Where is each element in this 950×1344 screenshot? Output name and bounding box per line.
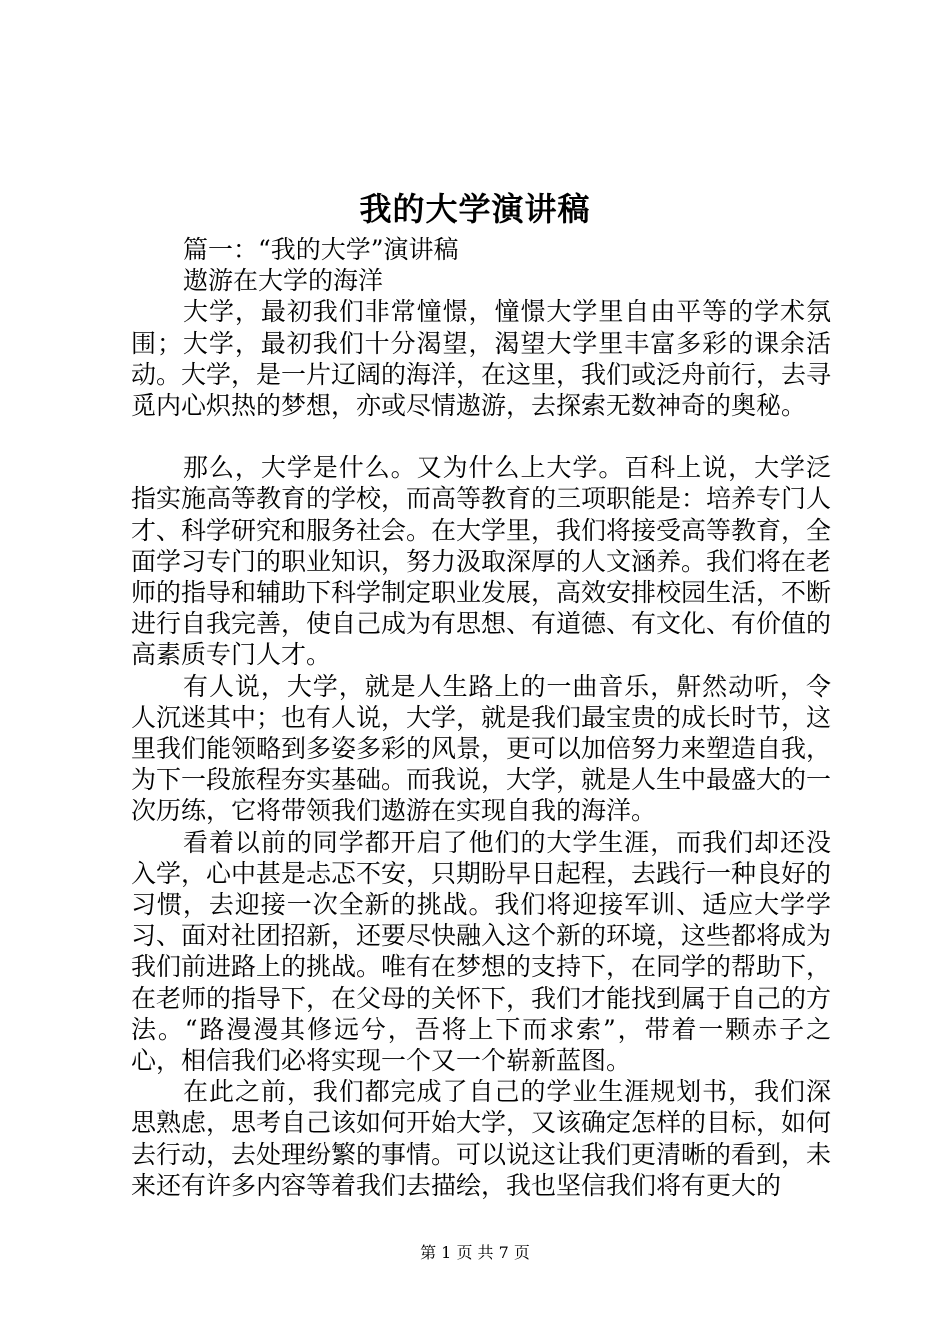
document-body	[131, 234, 831, 1201]
document-subtitle: 遨游在大学的海洋	[183, 266, 384, 296]
page-number-footer: 第 1 页 共 7 页	[420, 1243, 530, 1262]
body-paragraph: 大学，最初我们非常憧憬，憧憬大学里自由平等的学术氛围；大学，最初我们十分渴望，渴望大学里丰富多彩的课余活动。大学，是一片辽阔的海洋，在这里，我们或泛舟前行，去寻觅内心炽热的梦想，亦或尽情遨游，去探索无数神奇的奥秘。	[131, 297, 832, 421]
body-paragraph: 在此之前，我们都完成了自己的学业生涯规划书，我们深思熟虑，思考自己该如何开始大学，又该确定怎样的目标，如何去行动，去处理纷繁的事情。可以说这让我们更清晰的看到，未来还有许多内容等着我们去描绘，我也坚信我们将有更大的	[131, 1077, 832, 1200]
section-heading: 篇一：“我的大学”演讲稿	[183, 235, 459, 264]
body-paragraph: 有人说，大学，就是人生路上的一曲音乐，鼾然动听，令人沉迷其中；也有人说，大学，就是我们最宝贵的成长时节，这里我们能领略到多姿多彩的风景，更可以加倍努力来塑造自我，为下一段旅程夯实基础。而我说，大学，就是人生中最盛大的一次历练，它将带领我们遨游在实现自我的海洋。	[131, 671, 832, 826]
document-title: 我的大学演讲稿	[359, 190, 591, 228]
body-paragraph: 那么，大学是什么。又为什么上大学。百科上说，大学泛指实施高等教育的学校，而高等教育的三项职能是：培养专门人才、科学研究和服务社会。在大学里，我们将接受高等教育，全面学习专门的职业知识，努力汲取深厚的人文涵养。我们将在老师的指导和辅助下科学制定职业发展，高效安排校园生活，不断进行自我完善，使自己成为有思想、有道德、有文化、有价值的高素质专门人才。	[131, 453, 832, 670]
body-paragraph: 看着以前的同学都开启了他们的大学生涯，而我们却还没入学，心中甚是忐忑不安，只期盼早日起程，去践行一种良好的习惯，去迎接一次全新的挑战。我们将迎接军训、适应大学学习、面对社团招新，还要尽快融入这个新的环境，这些都将成为我们前进路上的挑战。唯有在梦想的支持下，在同学的帮助下，在老师的指导下，在父母的关怀下，我们才能找到属于自己的方法。“路漫漫其修远兮，吾将上下而求索”，带着一颗赤子之心，相信我们必将实现一个又一个崭新蓝图。	[131, 827, 832, 1076]
